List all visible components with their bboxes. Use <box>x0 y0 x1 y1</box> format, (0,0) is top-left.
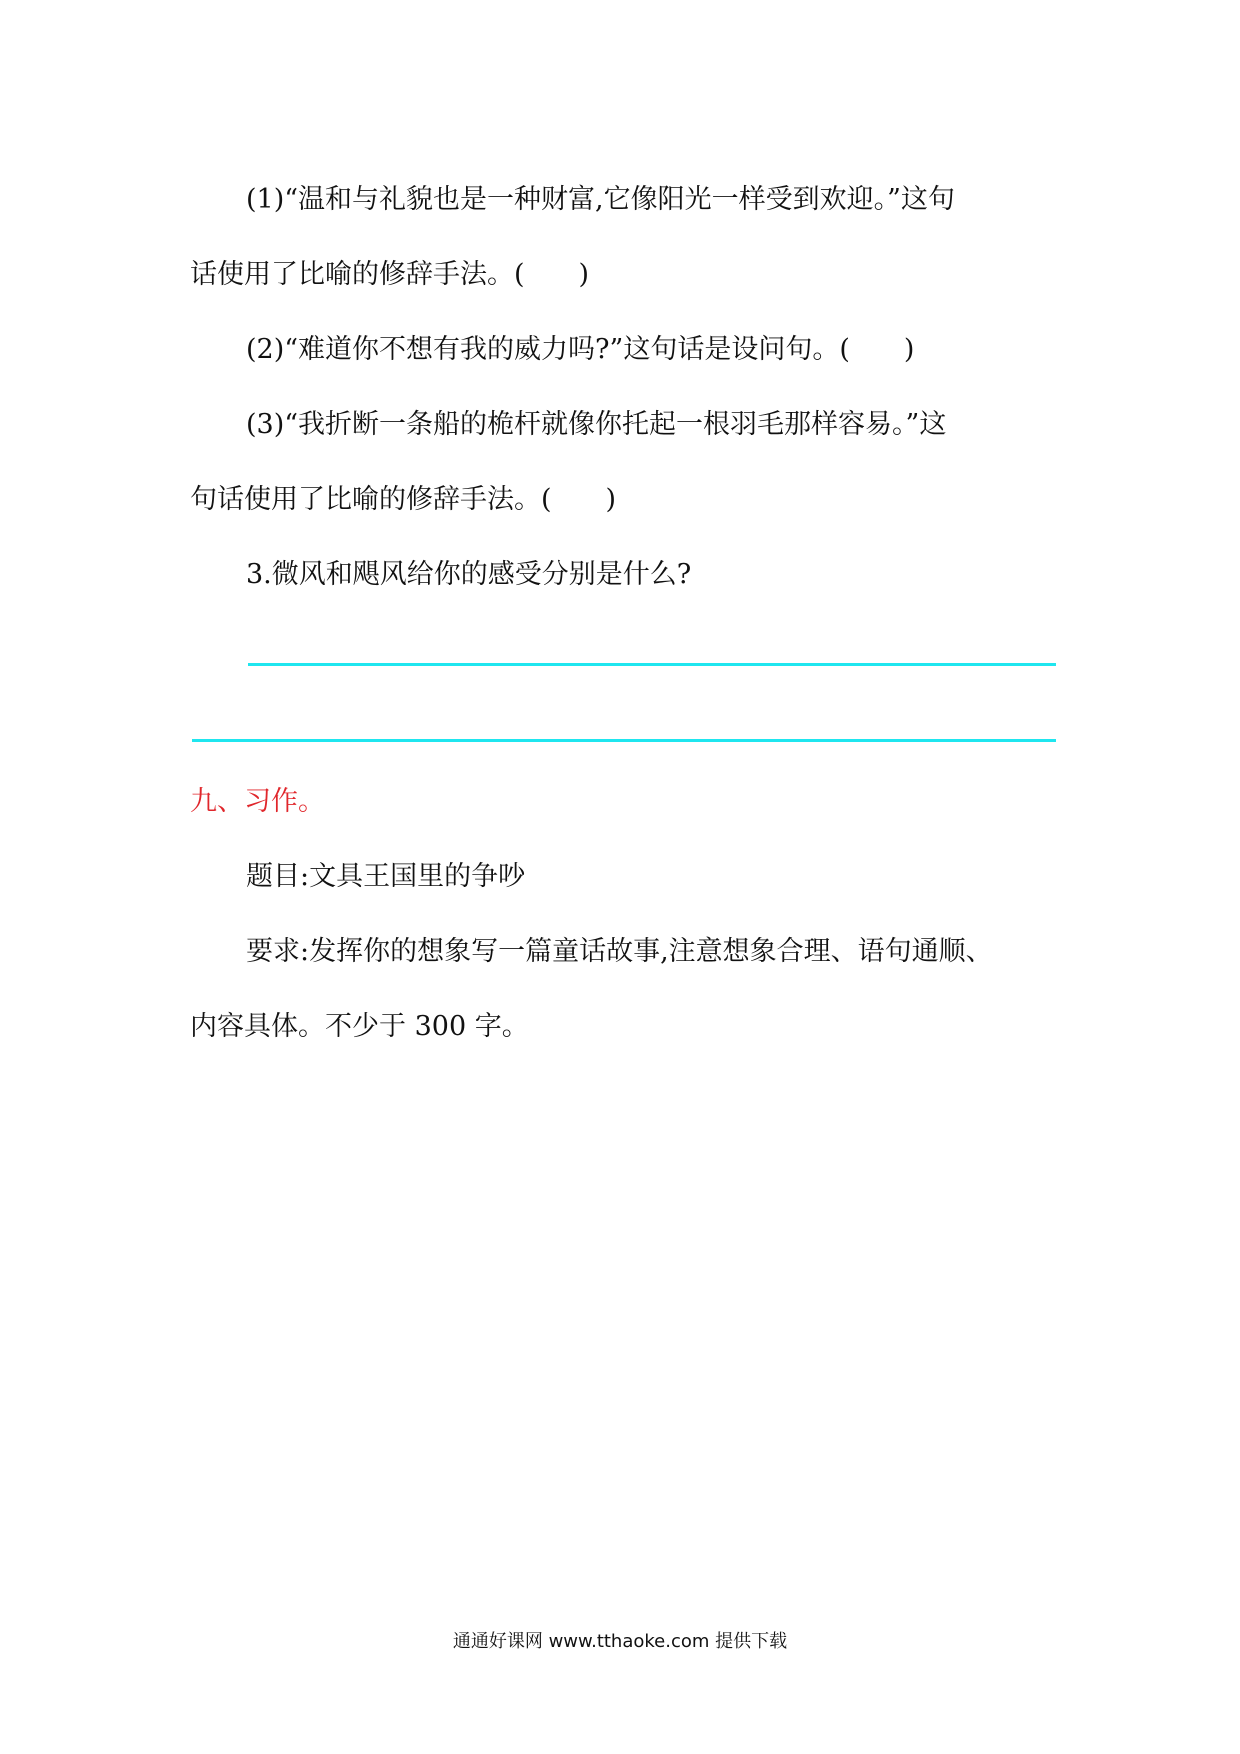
answer-line-2[interactable] <box>192 739 1056 742</box>
judgement-question-3-line-2: 句话使用了比喻的修辞手法。( ) <box>190 484 617 515</box>
judgement-question-3-line-1: (3)“我折断一条船的桅杆就像你托起一根羽毛那样容易。”这 <box>246 409 947 440</box>
footer-credit: 通通好课网 www.tthaoke.com 提供下载 <box>452 1631 788 1652</box>
composition-topic: 题目:文具王国里的争吵 <box>246 861 526 892</box>
judgement-question-1-line-1: (1)“温和与礼貌也是一种财富,它像阳光一样受到欢迎。”这句 <box>246 184 955 215</box>
composition-requirement-line-1: 要求:发挥你的想象写一篇童话故事,注意想象合理、语句通顺、 <box>246 936 993 967</box>
composition-heading: 九、习作。 <box>190 786 325 817</box>
question-3-prompt: 3.微风和飓风给你的感受分别是什么? <box>246 559 692 590</box>
judgement-question-2: (2)“难道你不想有我的威力吗?”这句话是设问句。( ) <box>246 334 915 365</box>
judgement-question-1-line-2: 话使用了比喻的修辞手法。( ) <box>190 259 590 290</box>
answer-line-1[interactable] <box>248 663 1056 666</box>
composition-requirement-line-2: 内容具体。不少于 300 字。 <box>190 1011 529 1042</box>
